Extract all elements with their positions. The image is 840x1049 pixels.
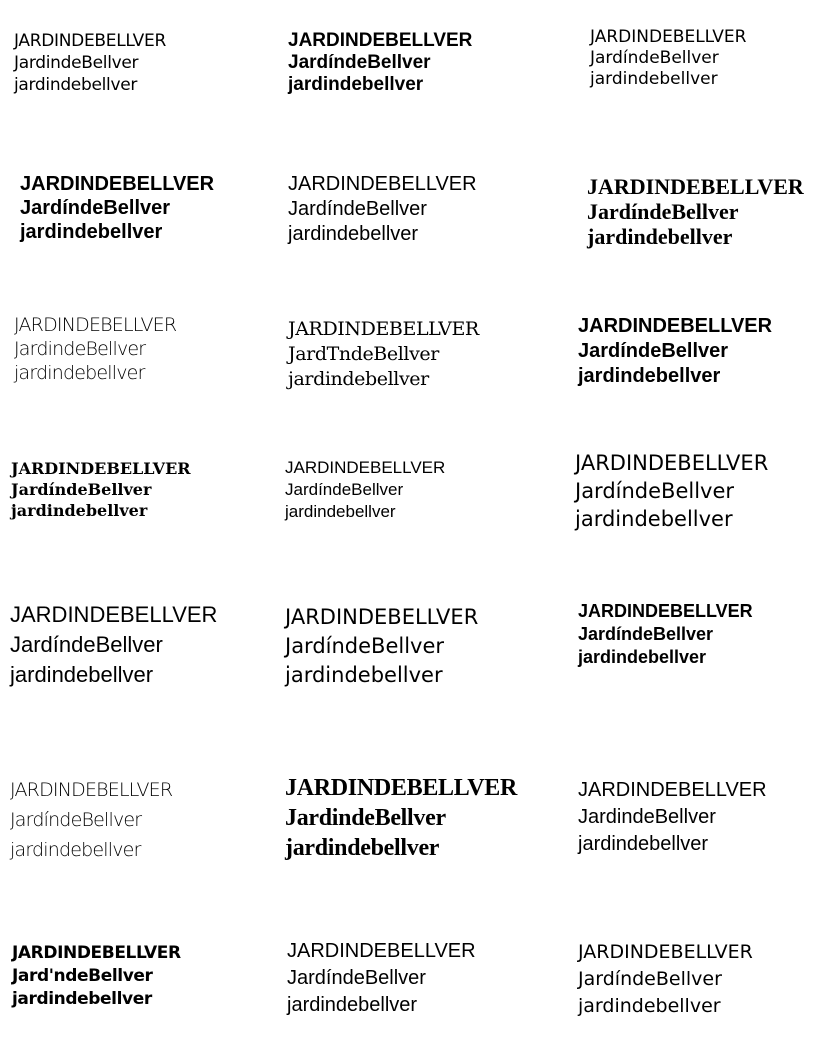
font-sample	[285, 773, 517, 863]
sample-lowercase: jardindebellver	[578, 647, 707, 667]
sample-uppercase: JARDINDEBELLVER	[10, 602, 218, 627]
sample-lowercase: jardindebellver	[578, 833, 709, 855]
sample-lowercase: jardindebellver	[285, 835, 440, 861]
sample-titlecase: JardindeBellver	[14, 338, 146, 360]
sample-titlecase: JardíndeBellver	[10, 632, 163, 657]
sample-titlecase: JardíndeBellver	[578, 340, 729, 362]
sample-lowercase: jardindebellver	[578, 995, 721, 1017]
sample-titlecase: JardíndeBellver	[11, 480, 152, 499]
sample-uppercase: JARDINDEBELLVER	[288, 30, 473, 51]
font-sample	[288, 317, 479, 392]
font-sample	[590, 27, 746, 90]
sample-titlecase: JardíndeBellver	[578, 968, 722, 990]
sample-uppercase: JARDINDEBELLVER	[590, 27, 747, 47]
sample-lowercase: jardindebellver	[11, 501, 148, 520]
sample-uppercase: JARDINDEBELLVER	[14, 31, 166, 51]
sample-titlecase: JardíndeBellver	[285, 480, 404, 499]
sample-titlecase: JardíndeBellver	[575, 479, 735, 503]
sample-uppercase: JARDINDEBELLVER	[575, 451, 769, 475]
font-sample	[578, 939, 753, 1020]
sample-lowercase: jardindebellver	[10, 662, 154, 687]
sample-uppercase: JARDINDEBELLVER	[578, 315, 773, 337]
sample-uppercase: JARDINDEBELLVER	[14, 314, 177, 336]
sample-uppercase: JARDINDEBELLVER	[587, 174, 804, 199]
sample-lowercase: jardindebellver	[10, 839, 141, 861]
sample-lowercase: jardindebellver	[590, 69, 718, 89]
sample-titlecase: JardindeBellver	[578, 806, 716, 828]
sample-uppercase: JARDINDEBELLVER	[10, 779, 173, 801]
font-sample	[10, 775, 172, 865]
sample-titlecase: JardindeBellver	[14, 53, 139, 73]
sample-lowercase: jardindebellver	[288, 74, 424, 95]
sample-titlecase: JardíndeBellver	[285, 634, 445, 658]
sample-uppercase: JARDINDEBELLVER	[285, 775, 518, 801]
sample-titlecase: JardíndeBellver	[578, 624, 714, 644]
sample-lowercase: jardindebellver	[288, 368, 429, 390]
font-sample	[11, 458, 191, 521]
sample-uppercase: JARDINDEBELLVER	[285, 458, 446, 477]
font-sample	[10, 600, 217, 690]
font-sample	[12, 942, 181, 1011]
sample-lowercase: jardindebellver	[287, 994, 418, 1016]
sample-lowercase: jardindebellver	[285, 502, 396, 521]
sample-titlecase: JardíndeBellver	[288, 198, 427, 220]
sample-uppercase: JARDINDEBELLVER	[12, 943, 181, 963]
font-sample	[578, 600, 753, 669]
sample-lowercase: jardindebellver	[587, 224, 733, 249]
sample-uppercase: JARDINDEBELLVER	[20, 173, 215, 195]
sample-titlecase: JardTndeBellver	[288, 343, 439, 365]
font-sample	[578, 314, 772, 389]
font-sample	[578, 777, 767, 858]
sample-lowercase: jardindebellver	[575, 507, 733, 531]
font-sample	[575, 449, 768, 533]
sample-lowercase: jardindebellver	[20, 221, 163, 243]
sample-lowercase: jardindebellver	[14, 362, 145, 384]
sample-uppercase: JARDINDEBELLVER	[285, 605, 479, 629]
sample-uppercase: JARDINDEBELLVER	[11, 459, 191, 478]
font-sample	[14, 313, 176, 385]
font-sample	[14, 30, 166, 96]
font-sample	[287, 938, 476, 1019]
sample-titlecase: JardíndeBellver	[287, 967, 426, 989]
font-sample	[285, 603, 478, 690]
font-sample	[288, 172, 477, 247]
font-sample	[20, 172, 214, 244]
sample-uppercase: JARDINDEBELLVER	[578, 779, 767, 801]
sample-titlecase: JardindeBellver	[285, 805, 446, 831]
sample-uppercase: JARDINDEBELLVER	[578, 601, 753, 621]
sample-titlecase: JardíndeBellver	[590, 48, 719, 68]
sample-uppercase: JARDINDEBELLVER	[578, 941, 753, 963]
sample-lowercase: jardindebellver	[288, 223, 419, 245]
sample-titlecase: JardíndeBellver	[288, 52, 431, 73]
sample-titlecase: JardíndeBellver	[10, 809, 142, 831]
sample-lowercase: jardindebellver	[12, 989, 152, 1009]
sample-titlecase: Jard'ndeBellver	[12, 966, 153, 986]
sample-titlecase: JardíndeBellver	[20, 197, 171, 219]
sample-lowercase: jardindebellver	[14, 75, 138, 95]
sample-titlecase: JardíndeBellver	[587, 199, 739, 224]
sample-uppercase: JARDINDEBELLVER	[287, 940, 476, 962]
sample-lowercase: jardindebellver	[578, 365, 721, 387]
font-sample	[285, 457, 445, 523]
font-sample	[587, 174, 804, 249]
sample-uppercase: JARDINDEBELLVER	[288, 318, 479, 340]
sample-lowercase: jardindebellver	[285, 663, 443, 687]
font-sample	[288, 30, 472, 96]
sample-uppercase: JARDINDEBELLVER	[288, 173, 477, 195]
